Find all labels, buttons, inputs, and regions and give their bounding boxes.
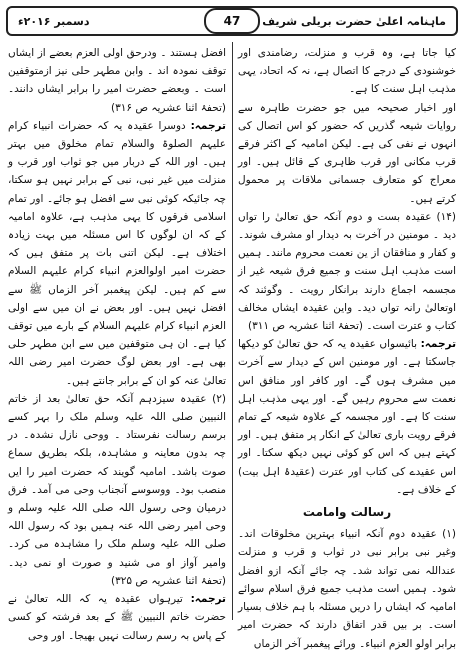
translation-text: دوسرا عقیدہ یہ کہ حضرات انبیاء کرام علیہم الصلوۃ والسلام تمام مخلوق میں بہتر ہیں۔ اور اللہ کے دربار میں جو ثواب اور قرب و منزلت میں غیر نبی، نبی کے برابر نہیں ہو سکتا، چہ جائیکہ کوئی نبی سے افضل ہو جائے۔ اور تمام اسلامی فرقوں کا یہی مذہب ہے، علاوہ امامیہ کے کہ ان لوگوں کا اس مسئلہ میں بہت زیادہ اختلاف ہے۔ لیکن اتنی بات پر متفق ہیں کہ حضرت امیر اولوالعزم انبیاء کرام علیہم السلام سے کم ہیں۔ لیکن پیغمبر آخر الزماں ﷺ سے افضل نہیں ہیں۔ اور بعض نے ان میں سے اولی العزم انبیاء کرام علیہم السلام کے بارے میں توقف کیا ہے۔ ان ہی متوقفین میں سے ابن مطہر حلی بھی ہے۔ اور بعض لوگ حضرت امیر رضی اللہ تعالیٰ عنہ کو ان کے برابر جانتے ہیں۔	[8, 119, 226, 387]
page-number: 47	[204, 8, 260, 34]
right-paragraph: (۱۴) عقیدہ بست و دوم آنکہ حق تعالیٰ را تواں دید ۔ مومنین در آخرت بہ دیدار او مشرف شوند۔ و کفار و منافقان از ین نعمت محروم مانند۔ ہمیں است مذہب اہل سنت و جمیع فرق شیعہ غیر از مجسمہ اجماع دارند برانکار رویت ۔ وگوئند کہ اوتعالیٰ رانہ تواں دید۔ واین عقیدہ ایشاں مخالف کتاب و عترت است۔ (تحفۂ اثنا عشریہ ص ۳۱۱)	[238, 210, 456, 333]
translation-text: تیرہواں عقیدہ یہ کہ اللہ تعالیٰ نے حضرت خاتم النبیین ﷺ کے بعد فرشتہ کو کسی کے پاس بہ رسم رسالت نہیں بھیجا۔ اور وحی	[8, 593, 226, 642]
right-translation	[238, 335, 456, 499]
section-text: (۱) عقیدہ دوم آنکہ انبیاء بہترین مخلوقات اند۔ وغیر نبی برابر نبی در ثواب و قرب و منزلت عنداللہ نمی تواند شد۔ چہ جائے آنکہ ازو افضل شود۔ ہمیں است مذہب جمیع فرق اسلام سوائے امامیہ کہ ایشاں را دریں مسئلہ با ہم خلاف بسیار است۔ بر بیں قدر اتفاق دارند کہ حضرت امیر برابر اولو العزم انبیاء۔ ورائے پیغمبر آخر الزماں	[238, 528, 456, 650]
left-translation-2	[8, 590, 226, 645]
left-translation-1	[8, 117, 226, 390]
right-paragraph: کیا جاتا ہے، وہ قرب و منزلت، رضامندی اور خوشنودی کے درجے کا اتصال ہے، نہ کہ اتحاد، یہی مذہب اہل سنت کا ہے۔	[238, 47, 456, 96]
magazine-title: ماہنامہ اعلیٰ حضرت بریلی شریف	[262, 14, 446, 28]
section-heading: رسالت وامامت	[302, 505, 392, 520]
translation-label: ترجمہ:	[420, 338, 457, 351]
column-divider	[232, 42, 233, 620]
translation-label: ترجمہ:	[190, 119, 226, 132]
translation-text: بائیسواں عقیدہ یہ کہ حق تعالیٰ کو دیکھا جاسکتا ہے۔ اور مومنین اس کے دیدار سے آخرت میں مشرف ہوں گے۔ اور کافر اور منافق اس نعمت سے محروم رہیں گے۔ اور یہی مذہب اہل سنت کا ہے۔ اور مجسمہ کے علاوہ شیعہ کے تمام فرقے رویت باری تعالیٰ کے انکار پر متفق ہیں۔ اور کہتے ہیں کہ اس کو کوئی نہیں دیکھ سکتا۔ اور اس عقیدے کی کتاب اور عترت (عقیدۂ اہل بیت) کے خلاف ہے۔	[238, 338, 456, 496]
right-paragraph: اور اخبار صحیحہ میں جو حضرت طاہرہ سے روایات شیعہ گذریں کہ حضور کو اس اتصال کی انہوں نے نفی کی ہے۔ لیکن امامیہ کے اکثر فرقے قرب مکانی اور قرب ظاہری کے قائل ہیں۔ اور معراج کو متعارف جسمانی ملاقات پر محمول کرتے ہیں۔	[238, 101, 456, 205]
translation-label: ترجمہ:	[190, 593, 226, 606]
page-header	[6, 6, 458, 36]
left-paragraph-2: (۲) عقیدہ سیزدہم آنکہ حق تعالیٰ بعد از خاتم النبیین صلی اللہ علیہ وسلم ملک را بہر کسے برسم رسالت نفرستاد ۔ ووحی نازل نشدہ۔ در چہ بدون معاینہ و مشاہدہ، بلکہ بطریق سماع صوت باشد۔ امامیہ گویند کہ حضرت امیر را ایں منصب بود۔ ووسوسے آنجناب وحی می آمد۔ فرق درمیان وحی رسول اللہ صلی اللہ علیہ وسلم و وحی امیر رضی اللہ عنہ ہمیں بود کہ رسول اللہ صلی اللہ علیہ وسلم ملک را مشاہدہ می کرد۔ وامیر آواز او می شنید و صورت او نمی دید۔ (تحفۂ اثنا عشریہ ص ۳۲۵)	[8, 392, 226, 587]
right-column	[238, 44, 457, 650]
issue-date: دسمبر ۲۰۱۶ء	[18, 14, 90, 28]
left-paragraph: افضل ہستند ۔ ودرحق اولی العزم بعضے از ایشاں توقف نمودہ اند ۔ وابن مطہر حلی نیز ازمتوقفین است ۔ وبعضے حضرت امیر را برابر ایشاں دانند۔ (تحفۂ اثنا عشریہ ص ۳۱۶)	[8, 47, 226, 114]
left-column	[8, 44, 226, 642]
